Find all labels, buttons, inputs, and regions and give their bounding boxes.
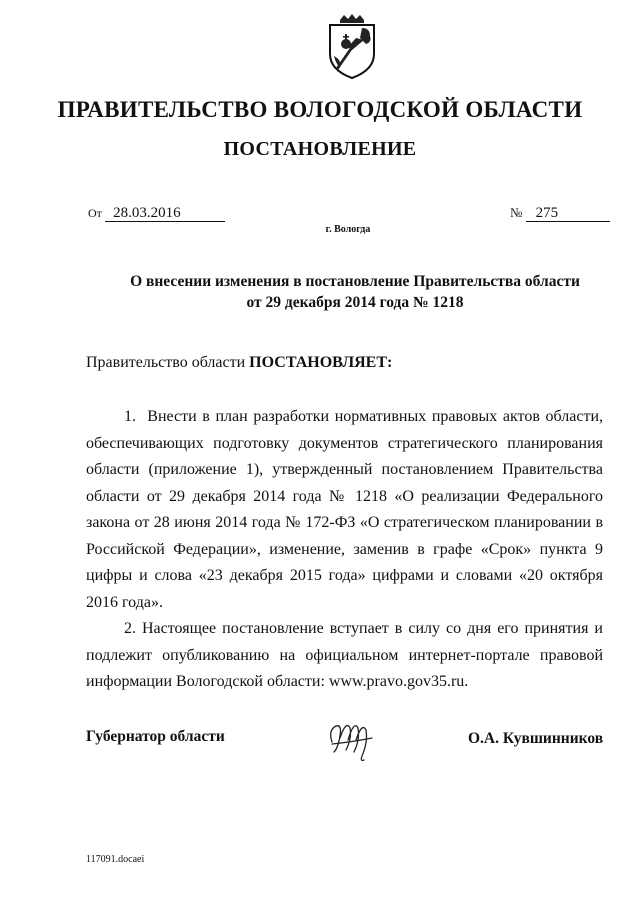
subject-line-2: от 29 декабря 2014 года № 1218 <box>246 294 464 311</box>
document-type: ПОСТАНОВЛЕНИЕ <box>223 138 417 160</box>
number-label: № <box>510 205 523 220</box>
city-label: г. Вологда <box>325 224 371 235</box>
document-subject <box>80 271 630 313</box>
preamble <box>86 354 392 372</box>
signer-name: О.А. Кувшинников <box>468 730 604 747</box>
number-field <box>510 205 610 222</box>
date-value: 28.03.2016 <box>105 205 225 222</box>
preamble-prefix: Правительство области <box>86 354 250 371</box>
paragraph-1: 1. Внести в план разработки нормативных правовых актов области, обеспечивающих подготовку документов стратегического планирования области (приложение 1), утвержденный постановлением Правительства области от 29 декабря 2014 года № 1218 «О реализации Федерального закона от 28 июня 2014 года № 172-ФЗ «О стратегическом планировании в Российской Федерации», изменение, заменив в графе «Срок» пункта 9 цифры и слова «23 декабря 2015 года» цифрами и словами «20 октября 2016 года». <box>86 408 603 611</box>
government-title: ПРАВИТЕЛЬСТВО ВОЛОГОДСКОЙ ОБЛАСТИ <box>57 97 583 122</box>
signer-role: Губернатор области <box>86 728 225 745</box>
paragraph-2: 2. Настоящее постановление вступает в силу со дня его принятия и подлежит опубликованию на официальном интернет-портале правовой информации Вологодской области: www.pravo.gov35.ru. <box>86 620 603 690</box>
document-body <box>86 404 603 696</box>
date-field <box>88 205 225 222</box>
date-label: От <box>88 206 102 220</box>
coat-of-arms-icon <box>326 14 378 80</box>
subject-line-1: О внесении изменения в постановление Правительства области <box>130 273 580 290</box>
number-value: 275 <box>526 205 610 222</box>
preamble-verb: ПОСТАНОВЛЯЕТ: <box>249 354 393 371</box>
signature-icon <box>326 712 378 764</box>
file-code: 117091.docaei <box>86 854 145 865</box>
